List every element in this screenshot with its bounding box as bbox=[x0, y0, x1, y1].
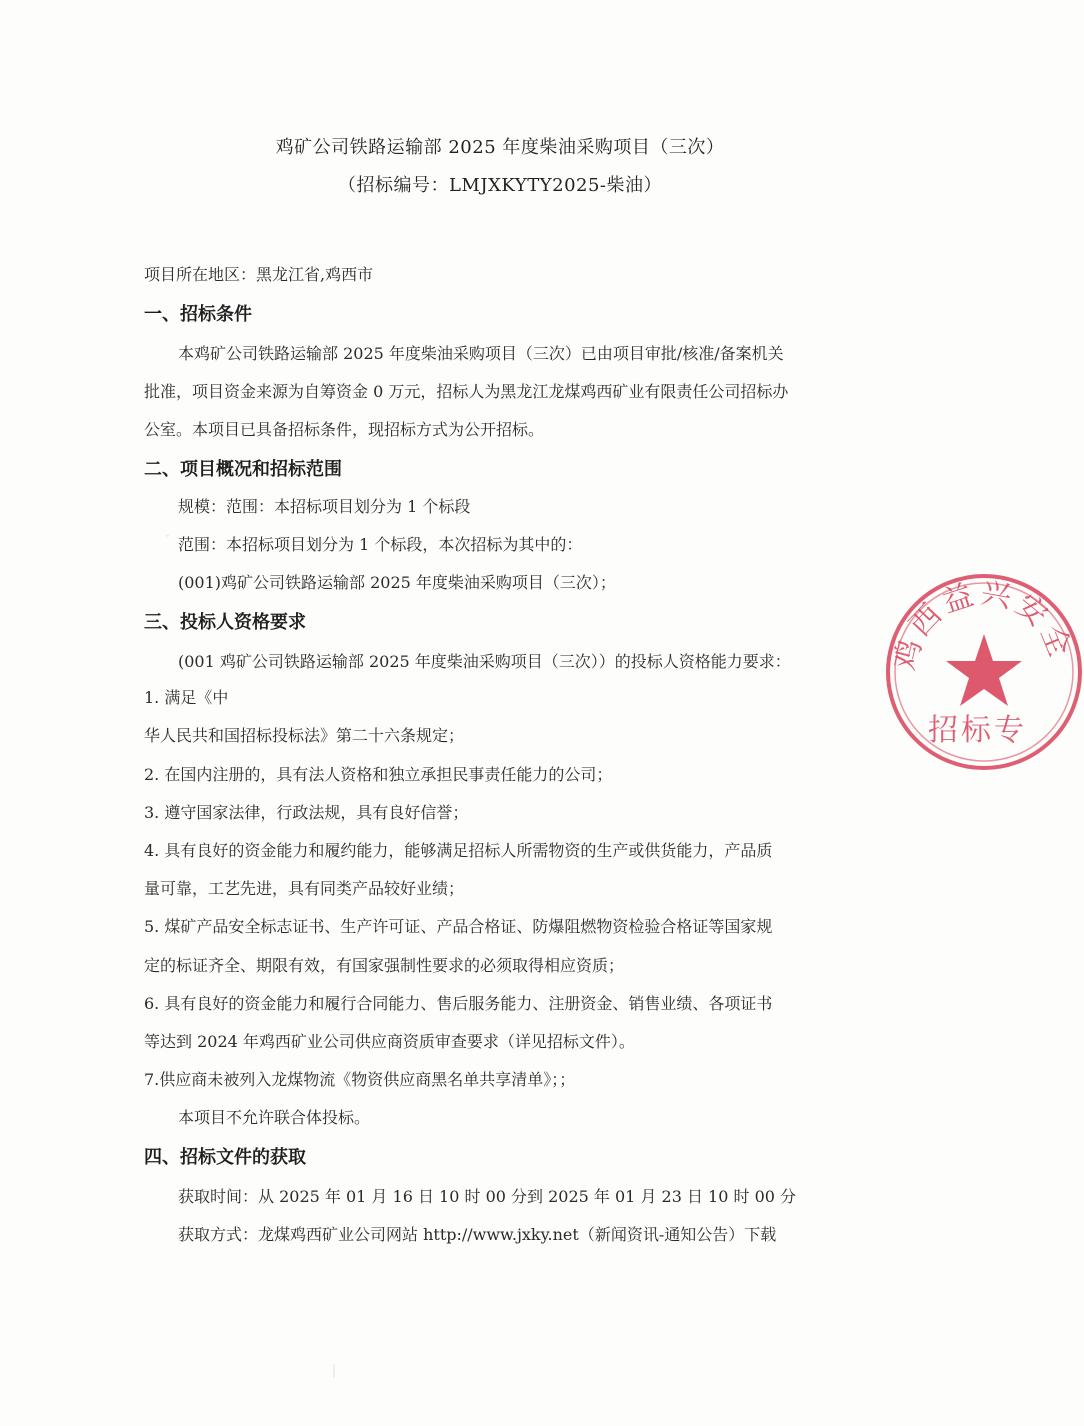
list-item: 3. 遵守国家法律，行政法规，具有良好信誉； bbox=[144, 803, 469, 822]
list-item-continuation: 华人民共和国招标投标法》第二十六条规定； bbox=[144, 726, 465, 745]
list-item: 5. 煤矿产品安全标志证书、生产许可证、产品合格证、防爆阻燃物资检验合格证等国家规 bbox=[144, 917, 773, 936]
list-item: 1. 满足《中 bbox=[144, 688, 229, 707]
company-seal-stamp bbox=[884, 572, 1084, 772]
acquisition-method: 获取方式：龙煤鸡西矿业公司网站 http://www.jxky.net（新闻资讯-通知公告）下载 bbox=[178, 1225, 777, 1244]
paragraph-line: (001)鸡矿公司铁路运输部 2025 年度柴油采购项目（三次）； bbox=[178, 573, 616, 592]
acquisition-time: 获取时间：从 2025 年 01 月 16 日 10 时 00 分到 2025 年 01 月 23 日 10 时 00 分 bbox=[178, 1187, 797, 1206]
list-item-continuation: 量可靠，工艺先进，具有同类产品较好业绩； bbox=[144, 879, 465, 898]
seal-text-bottom: 招标专 bbox=[928, 714, 1027, 747]
scan-speck bbox=[166, 534, 169, 537]
paragraph-line: 公室。本项目已具备招标条件，现招标方式为公开招标。 bbox=[144, 420, 545, 439]
scan-speck bbox=[333, 1364, 335, 1378]
paragraph-line: (001 鸡矿公司铁路运输部 2025 年度柴油采购项目（三次））的投标人资格能力要求： bbox=[178, 652, 791, 671]
star-icon bbox=[946, 634, 1022, 706]
paragraph-line: 本鸡矿公司铁路运输部 2025 年度柴油采购项目（三次）已由项目审批/核准/备案机关 bbox=[178, 344, 784, 363]
paragraph-line: 规模：范围：本招标项目划分为 1 个标段 bbox=[178, 497, 471, 516]
list-item: 6. 具有良好的资金能力和履行合同能力、售后服务能力、注册资金、销售业绩、各项证书 bbox=[144, 994, 773, 1013]
section-heading-bidder-qualifications: 三、投标人资格要求 bbox=[144, 612, 306, 633]
project-location: 项目所在地区：黑龙江省,鸡西市 bbox=[144, 265, 374, 284]
section-heading-project-overview: 二、项目概况和招标范围 bbox=[144, 459, 342, 480]
tender-number: （招标编号：LMJXKYTY2025-柴油） bbox=[337, 175, 663, 196]
list-item-continuation: 等达到 2024 年鸡西矿业公司供应商资质审查要求（详见招标文件）。 bbox=[144, 1032, 635, 1051]
list-item: 7.供应商未被列入龙煤物流《物资供应商黑名单共享清单》；； bbox=[144, 1070, 576, 1089]
document-title: 鸡矿公司铁路运输部 2025 年度柴油采购项目（三次） bbox=[275, 137, 725, 158]
section-heading-tender-conditions: 一、招标条件 bbox=[144, 304, 252, 325]
list-item: 2. 在国内注册的，具有法人资格和独立承担民事责任能力的公司； bbox=[144, 765, 613, 784]
paragraph-line: 本项目不允许联合体投标。 bbox=[178, 1108, 371, 1127]
section-heading-document-acquisition: 四、招标文件的获取 bbox=[144, 1147, 306, 1168]
list-item-continuation: 定的标证齐全、期限有效，有国家强制性要求的必须取得相应资质； bbox=[144, 956, 625, 975]
list-item: 4. 具有良好的资金能力和履约能力，能够满足招标人所需物资的生产或供货能力，产品质 bbox=[144, 841, 773, 860]
paragraph-line: 批准，项目资金来源为自筹资金 0 万元，招标人为黑龙江龙煤鸡西矿业有限责任公司招标办 bbox=[144, 382, 789, 401]
paragraph-line: 范围：本招标项目划分为 1 个标段，本次招标为其中的： bbox=[178, 535, 583, 554]
seal-text-top: 鸡西益兴安全 bbox=[888, 576, 1078, 674]
